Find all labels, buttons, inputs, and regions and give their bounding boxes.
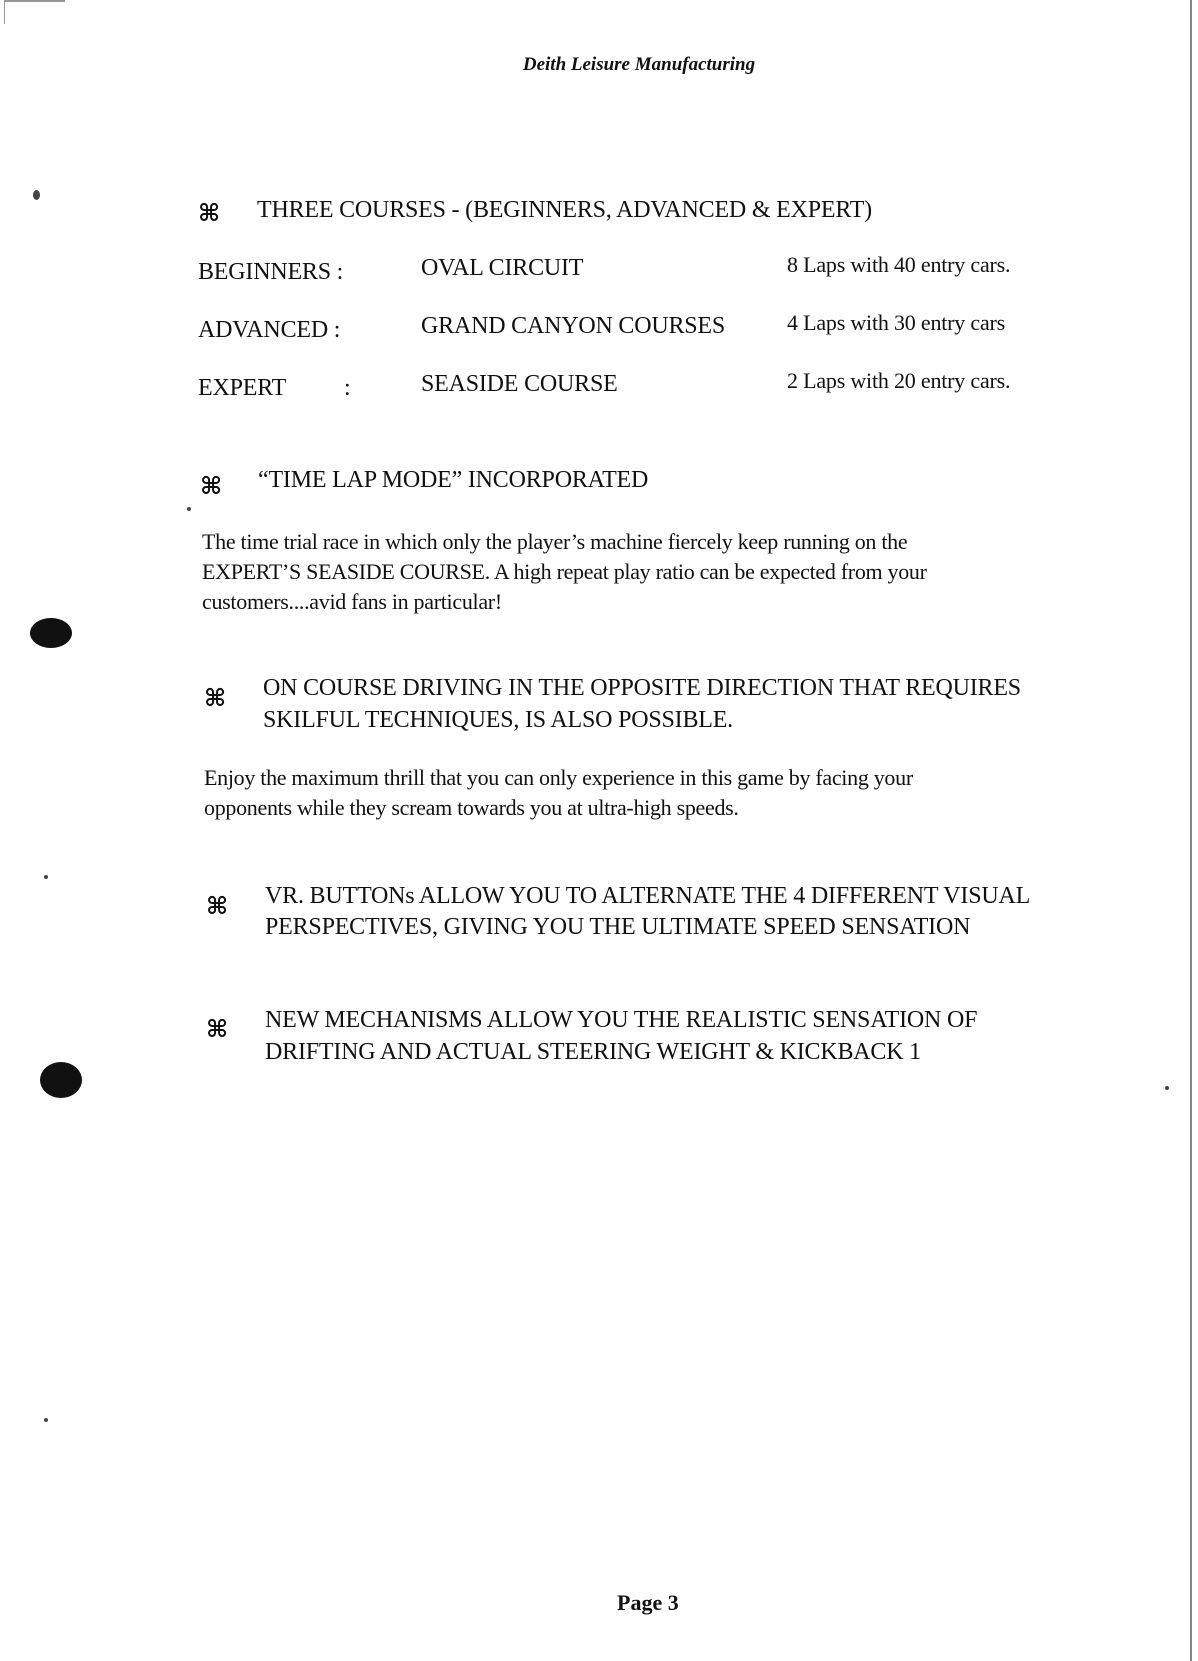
course-level-colon: : — [344, 375, 351, 401]
mechanisms-heading-line: DRIFTING AND ACTUAL STEERING WEIGHT & KICKBACK 1 — [265, 1039, 921, 1065]
course-name: SEASIDE COURSE — [421, 371, 618, 397]
scan-corner-mark — [4, 0, 65, 24]
course-laps: 4 Laps with 30 entry cars — [787, 310, 1005, 335]
paragraph-line: customers....avid fans in particular! — [202, 589, 502, 614]
time-lap-heading: “TIME LAP MODE” INCORPORATED — [258, 467, 649, 493]
scan-speck — [44, 875, 48, 879]
page-number: Page 3 — [617, 1590, 679, 1615]
course-laps: 2 Laps with 20 entry cars. — [787, 368, 1011, 393]
command-bullet-icon: ⌘ — [204, 684, 227, 712]
courses-heading: THREE COURSES - (BEGINNERS, ADVANCED & EXPERT) — [257, 197, 872, 223]
paragraph-line: opponents while they scream towards you at ultra-high speeds. — [204, 795, 739, 820]
course-level: BEGINNERS : — [198, 259, 344, 285]
command-bullet-icon: ⌘ — [200, 472, 223, 500]
command-bullet-icon: ⌘ — [198, 199, 221, 227]
paragraph-line: The time trial race in which only the player’s machine fiercely keep running on the — [202, 529, 908, 554]
course-level: EXPERT — [198, 375, 287, 401]
punch-hole-mark — [40, 1062, 82, 1098]
company-header: Deith Leisure Manufacturing — [522, 54, 756, 75]
course-name: OVAL CIRCUIT — [421, 255, 584, 281]
scan-speck — [33, 190, 40, 200]
opposite-heading-line: ON COURSE DRIVING IN THE OPPOSITE DIRECTION THAT REQUIRES — [263, 675, 1021, 701]
scan-speck — [44, 1418, 48, 1422]
course-level: ADVANCED : — [198, 317, 341, 343]
command-bullet-icon: ⌘ — [206, 892, 229, 920]
paragraph-line: Enjoy the maximum thrill that you can only experience in this game by facing your — [204, 765, 913, 790]
scan-page-edge — [1190, 0, 1192, 1661]
mechanisms-heading-line: NEW MECHANISMS ALLOW YOU THE REALISTIC SENSATION OF — [265, 1007, 978, 1033]
course-name: GRAND CANYON COURSES — [421, 313, 726, 339]
command-bullet-icon: ⌘ — [206, 1015, 229, 1043]
scan-speck — [1165, 1086, 1169, 1090]
course-laps: 8 Laps with 40 entry cars. — [787, 252, 1011, 277]
opposite-heading-line: SKILFUL TECHNIQUES, IS ALSO POSSIBLE. — [263, 707, 733, 733]
vr-heading-line: PERSPECTIVES, GIVING YOU THE ULTIMATE SPEED SENSATION — [265, 914, 971, 940]
paragraph-line: EXPERT’S SEASIDE COURSE. A high repeat play ratio can be expected from your — [202, 559, 927, 584]
scan-speck — [187, 507, 191, 511]
punch-hole-mark — [30, 618, 72, 648]
vr-heading-line: VR. BUTTONs ALLOW YOU TO ALTERNATE THE 4 DIFFERENT VISUAL — [265, 883, 1031, 909]
